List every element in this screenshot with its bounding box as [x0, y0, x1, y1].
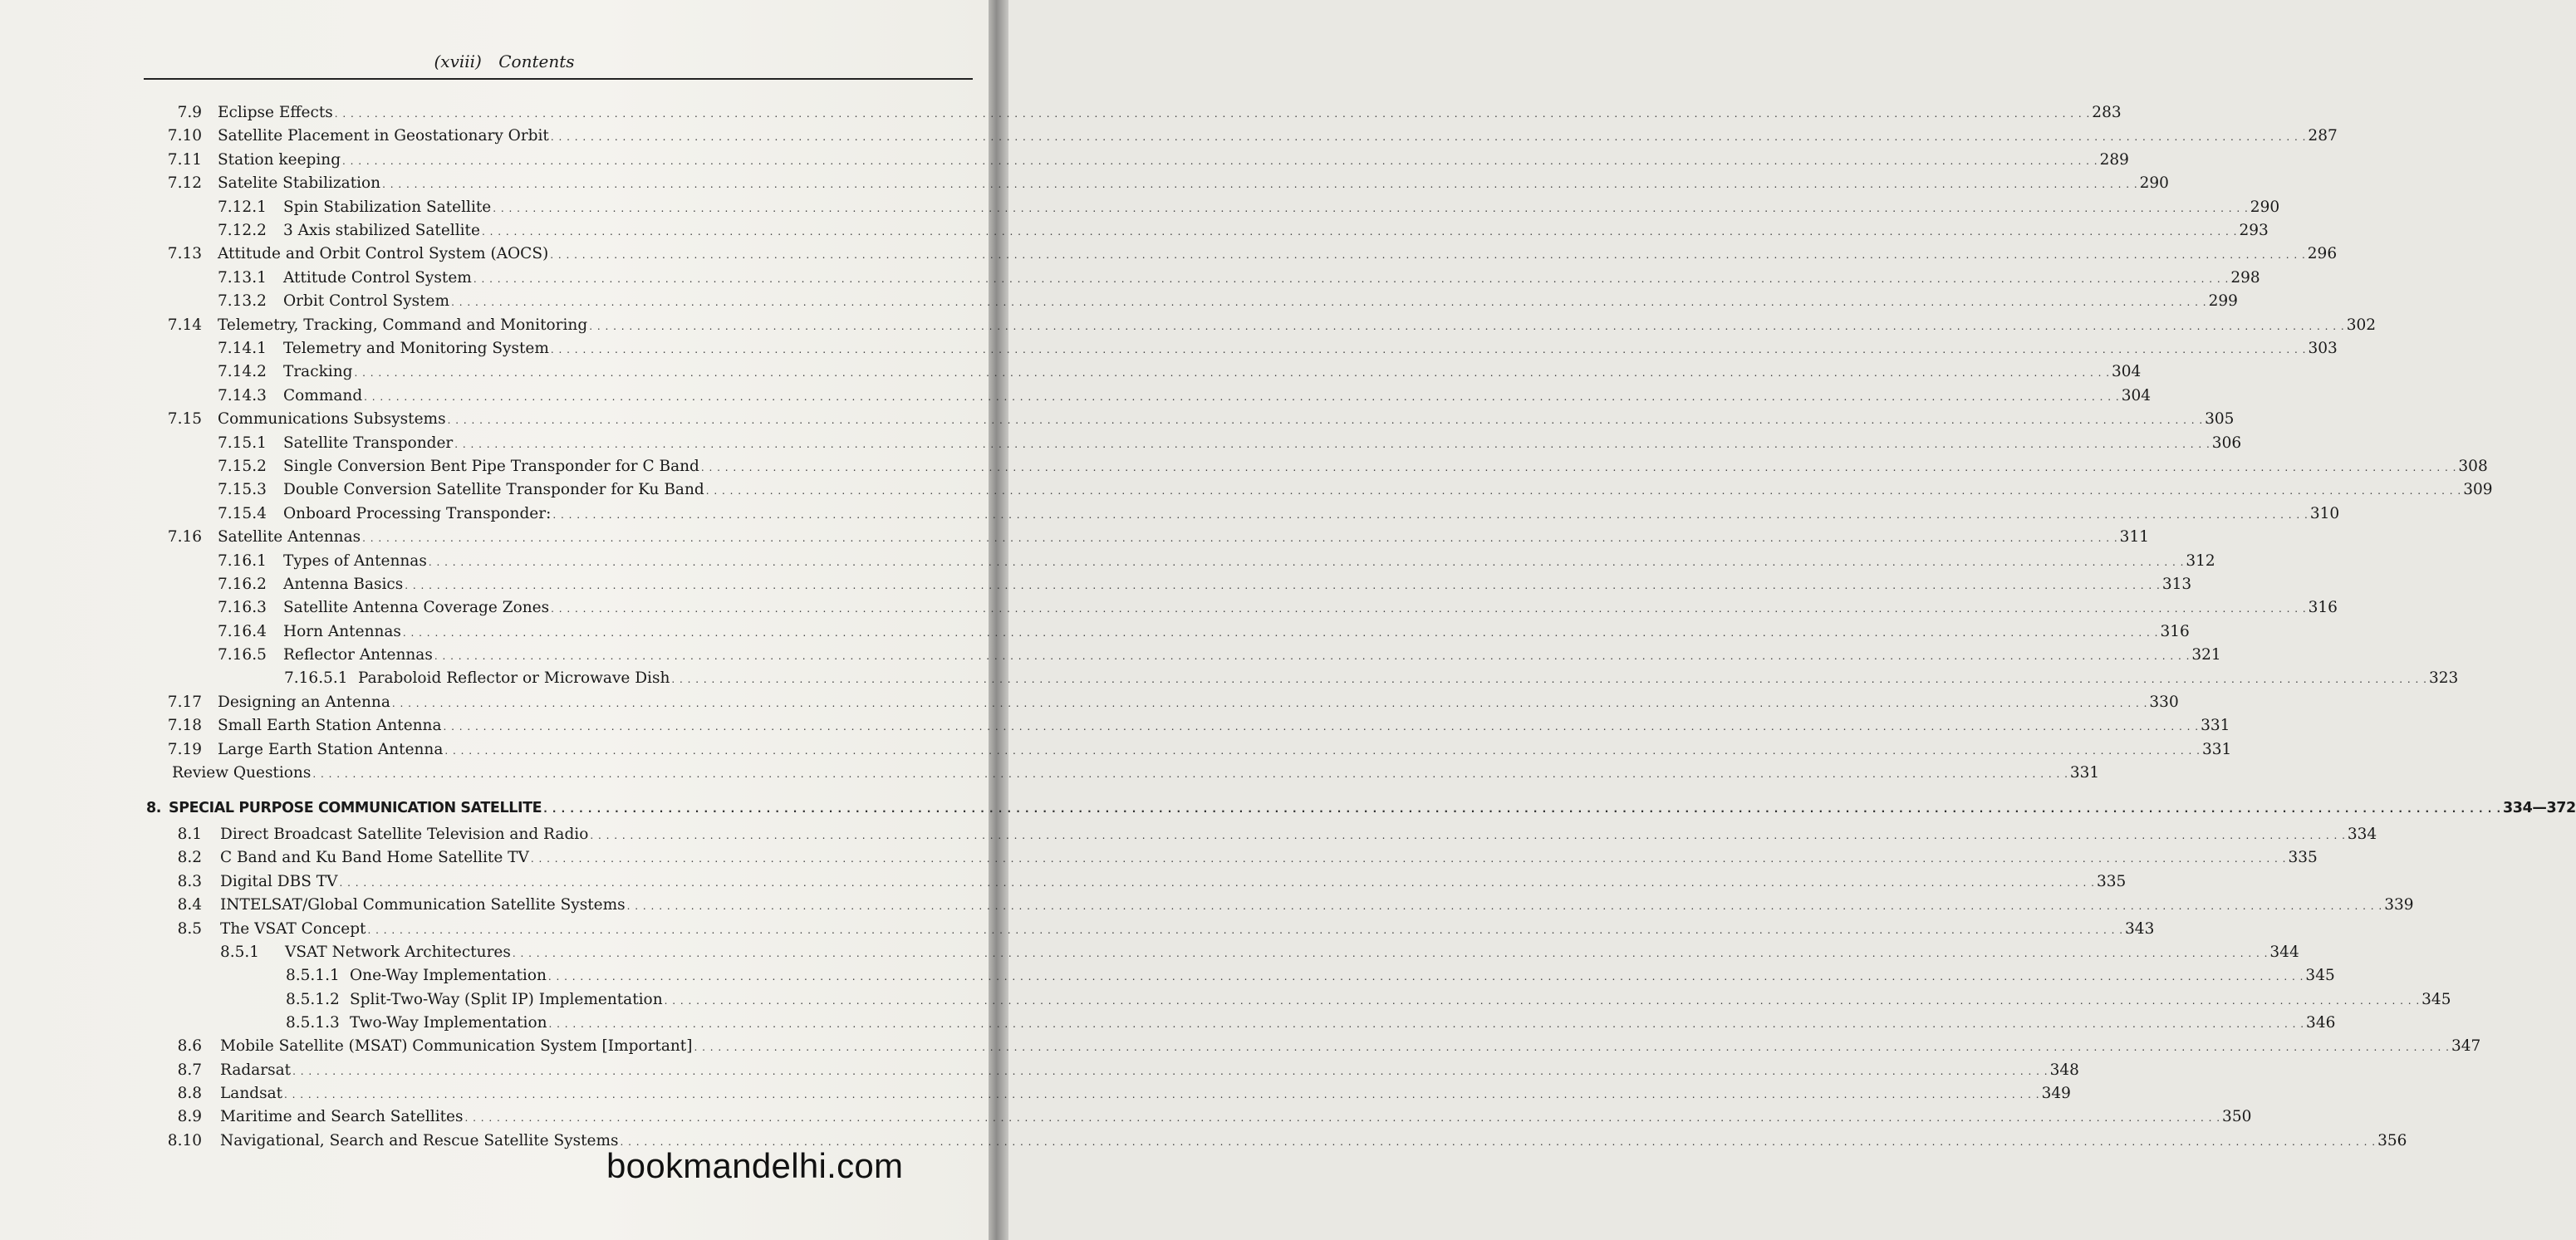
toc-entry — [0, 550, 2215, 573]
leader-dots: . . . . . . . . . . . . . . . . . . . . . . . . . . . . . . . . . . . . . . . . . . . . . . . . . . . . . . . . . . . . . . . . . . . . . . . . . . . . . . . . . . . . . . . . . . . . . . . . . . . . . . . . . . . . . . . . . . . . . . . . . . . . . . . . . . . . . . . . . . . . . . . . . . . . . . . . . . . . . . . . . . . . . . . . . . . . . . . . . . . . . . . . . . . . . . . . . . . . . . . . . . . . . . . . . . . . . . . . . . . . — [464, 1112, 2221, 1124]
toc-entry-page: 309 — [2463, 481, 2493, 498]
toc-entry-number: 7.18 — [167, 717, 202, 734]
toc-entry — [0, 455, 2488, 478]
leader-dots: . . . . . . . . . . . . . . . . . . . . . . . . . . . . . . . . . . . . . . . . . . . . . . . . . . . . . . . . . . . . . . . . . . . . . . . . . . . . . . . . . . . . . . . . . . . . . . . . . . . . . . . . . . . . . . . . . . . . . . . . . . . . . . . . . . . . . . . . . . . . . . . . . . . . . . . . . . . . . . . . . . . . . . . . . . . . . . . . . . . . . . . . . . . . . . . . . . . . . . . . . . . . . . . . . . . . . . . . . . . . — [342, 155, 2098, 167]
toc-entry — [0, 526, 2149, 549]
toc-entry-title: Antenna Basics — [283, 576, 404, 593]
leader-dots: . . . . . . . . . . . . . . . . . . . . . . . . . . . . . . . . . . . . . . . . . . . . . . . . . . . . . . . . . . . . . . . . . . . . . . . . . . . . . . . . . . . . . . . . . . . . . . . . . . . . . . . . . . . . . . . . . . . . . . . . . . . . . . . . . . . . . . . . . . . . . . . . . . . . . . . . . . . . . . . . . . . . . . . . . . . . . . . . . . . . . . . . . . . . . . . . . . . . . . . . . . . . . . . . . . . . . . . . . . . . — [530, 853, 2287, 865]
toc-entry-page: 303 — [2308, 340, 2338, 357]
toc-entry-page: 316 — [2308, 599, 2338, 616]
toc-entry-page: 313 — [2161, 576, 2192, 593]
toc-entry — [0, 964, 2335, 988]
toc-entry-number: 7.14.3 — [218, 387, 267, 404]
leader-dots: . . . . . . . . . . . . . . . . . . . . . . . . . . . . . . . . . . . . . . . . . . . . . . . . . . . . . . . . . . . . . . . . . . . . . . . . . . . . . . . . . . . . . . . . . . . . . . . . . . . . . . . . . . . . . . . . . . . . . . . . . . . . . . . . . . . . . . . . . . . . . . . . . . . . . . . . . . . . . . . . . . . . . . . . . . . . . . . . . . . . . . . . . . . . . . . . . . . . . . . . . . . . . . . . . . . . . . . . . . . . — [589, 321, 2345, 332]
leader-dots: . . . . . . . . . . . . . . . . . . . . . . . . . . . . . . . . . . . . . . . . . . . . . . . . . . . . . . . . . . . . . . . . . . . . . . . . . . . . . . . . . . . . . . . . . . . . . . . . . . . . . . . . . . . . . . . . . . . . . . . . . . . . . . . . . . . . . . . . . . . . . . . . . . . . . . . . . . . . . . . . . . . . . . . . . . . . . . . . . . . . . . . . . . . . . . . . . . . . . . . . . . . . . . . . . . . . . . . . . . . . — [694, 1042, 2450, 1053]
toc-entry-title: Review Questions — [172, 764, 312, 782]
toc-entry-page: 346 — [2306, 1014, 2336, 1032]
leader-dots: . . . . . . . . . . . . . . . . . . . . . . . . . . . . . . . . . . . . . . . . . . . . . . . . . . . . . . . . . . . . . . . . . . . . . . . . . . . . . . . . . . . . . . . . . . . . . . . . . . . . . . . . . . . . . . . . . . . . . . . . . . . . . . . . . . . . . . . . . . . . . . . . . . . . . . . . . . . . . . . . . . . . . . . . . . . . . . . . . . . . . . . . . . . . . . . . . . . . . . . . . . . . . . . . . . . . . . . . . . . . — [292, 1066, 2049, 1077]
toc-entry — [0, 738, 2232, 762]
leader-dots: . . . . . . . . . . . . . . . . . . . . . . . . . . . . . . . . . . . . . . . . . . . . . . . . . . . . . . . . . . . . . . . . . . . . . . . . . . . . . . . . . . . . . . . . . . . . . . . . . . . . . . . . . . . . . . . . . . . . . . . . . . . . . . . . . . . . . . . . . . . . . . . . . . . . . . . . . . . . . . . . . . . . . . . . . . . . . . . . . . . . . . . . . . . . . . . . . . . . . . . . . . . . . . . . . . . . . . . . . . . . — [334, 108, 2091, 120]
toc-entry-number: 8.10 — [167, 1132, 202, 1149]
toc-entry — [0, 691, 2179, 714]
toc-entry-page: 296 — [2307, 245, 2338, 262]
toc-entry-page: 321 — [2191, 646, 2221, 664]
toc-entry-page: 331 — [2069, 764, 2100, 782]
leader-dots: . . . . . . . . . . . . . . . . . . . . . . . . . . . . . . . . . . . . . . . . . . . . . . . . . . . . . . . . . . . . . . . . . . . . . . . . . . . . . . . . . . . . . . . . . . . . . . . . . . . . . . . . . . . . . . . . . . . . . . . . . . . . . . . . . . . . . . . . . . . . . . . . . . . . . . . . . . . . . . . . . . . . . . . . . . . . . . . . . . . . . . . . . . . . . . . . . . . . . . . . . . . . . . . . . . . . . . . . . . . . — [590, 830, 2346, 841]
toc-entry-page: 316 — [2160, 623, 2190, 640]
toc-entry-title: Satelite Stabilization — [218, 174, 381, 192]
toc-entry-number: 7.14.2 — [218, 363, 267, 380]
toc-entry-page: 302 — [2346, 316, 2377, 334]
toc-entry-title: Mobile Satellite (MSAT) Communication System [Important] — [220, 1037, 693, 1055]
toc-entry — [0, 644, 2221, 667]
toc-entry-number: 7.14 — [167, 316, 202, 334]
toc-entry-title: Large Earth Station Antenna — [218, 741, 444, 758]
leader-dots: . . . . . . . . . . . . . . . . . . . . . . . . . . . . . . . . . . . . . . . . . . . . . . . . . . . . . . . . . . . . . . . . . . . . . . . . . . . . . . . . . . . . . . . . . . . . . . . . . . . . . . . . . . . . . . . . . . . . . . . . . . . . . . . . . . . . . . . . . . . . . . . . . . . . . . . . . . . . . . . . . . . . . . . . . . . . . . . . . . . . . . . . . . . . . . . . . . . . . . . . . . . . . . . . . . . . . . . . . . . . — [671, 674, 2427, 685]
toc-entry-number: 7.16.3 — [218, 599, 267, 616]
leader-dots: . . . . . . . . . . . . . . . . . . . . . . . . . . . . . . . . . . . . . . . . . . . . . . . . . . . . . . . . . . . . . . . . . . . . . . . . . . . . . . . . . . . . . . . . . . . . . . . . . . . . . . . . . . . . . . . . . . . . . . . . . . . . . . . . . . . . . . . . . . . . . . . . . . . . . . . . . . . . . . . . . . . . . . . . . . . . . . . . . . . . . . . . . . . . . . . . . . . . . . . . . . . . . . . . . . . . . . . . . . . . — [550, 344, 2307, 355]
toc-entry-title: Paraboloid Reflector or Microwave Dish — [358, 669, 670, 687]
toc-entry-page: 347 — [2451, 1037, 2481, 1055]
toc-entry — [0, 823, 2377, 846]
toc-entry-number: 7.16.5 — [218, 646, 267, 664]
leader-dots: . . . . . . . . . . . . . . . . . . . . . . . . . . . . . . . . . . . . . . . . . . . . . . . . . . . . . . . . . . . . . . . . . . . . . . . . . . . . . . . . . . . . . . . . . . . . . . . . . . . . . . . . . . . . . . . . . . . . . . . . . . . . . . . . . . . . . . . . . . . . . . . . . . . . . . . . . . . . . . . . . . . . . . . . . . . . . . . . . . . . . . . . . . . . . . . . . . . . . . . . . . . . . . . . . . . . . . . . . . . . — [362, 532, 2118, 544]
toc-entry-title: Two-Way Implementation — [350, 1014, 547, 1032]
toc-entry-title: Split-Two-Way (Split IP) Implementation — [350, 991, 663, 1008]
leader-dots: . . . . . . . . . . . . . . . . . . . . . . . . . . . . . . . . . . . . . . . . . . . . . . . . . . . . . . . . . . . . . . . . . . . . . . . . . . . . . . . . . . . . . . . . . . . . . . . . . . . . . . . . . . . . . . . . . . . . . . . . . . . . . . . . . . . . . . . . . . . . . . . . . . . . . . . . . . . . . . . . . . . . . . . . . . . . . . . . . . . . . . . . . . . . . . . . . . . . . . . . . . . . . . . . . . . . . . . . . . . . — [391, 698, 2148, 709]
toc-entry-number: 7.12.2 — [218, 222, 267, 239]
toc-entry-page: 311 — [2119, 528, 2149, 546]
toc-entry-page: 348 — [2049, 1061, 2079, 1079]
toc-entry-page: 304 — [2112, 363, 2142, 380]
toc-entry-title: Satellite Antenna Coverage Zones — [283, 599, 550, 616]
toc-entry-number: 8.7 — [177, 1061, 202, 1079]
toc-entry — [0, 172, 2169, 195]
toc-entry-number: 7.16.1 — [218, 552, 267, 570]
toc-entry — [0, 385, 2152, 408]
toc-entry — [0, 714, 2230, 738]
toc-entry-page: 331 — [2201, 741, 2232, 758]
toc-entry-page: 335 — [2097, 873, 2127, 890]
toc-entry-number: 7.10 — [167, 127, 202, 145]
toc-entry-page: 310 — [2309, 505, 2340, 522]
toc-entry-page: 289 — [2099, 151, 2129, 169]
toc-entry-title: Landsat — [220, 1085, 283, 1102]
toc-entry-title: Communications Subsystems — [218, 410, 446, 428]
toc-entry — [0, 149, 2129, 172]
toc-entry-page: 312 — [2186, 552, 2215, 570]
toc-entry-number: 7.17 — [167, 694, 202, 711]
toc-entry-title: Horn Antennas — [283, 623, 401, 640]
toc-entry-number: 7.13 — [167, 245, 202, 262]
toc-entry-page: 298 — [2230, 269, 2260, 287]
toc-entry-title: Satellite Transponder — [283, 434, 454, 452]
leader-dots: . . . . . . . . . . . . . . . . . . . . . . . . . . . . . . . . . . . . . . . . . . . . . . . . . . . . . . . . . . . . . . . . . . . . . . . . . . . . . . . . . . . . . . . . . . . . . . . . . . . . . . . . . . . . . . . . . . . . . . . . . . . . . . . . . . . . . . . . . . . . . . . . . . . . . . . . . . . . . . . . . . . . . . . . . . . . . . . . . . . . . . . . . . . . . . . . . . . . . . . . . . . . . . . . . . . . . . . . . . . . — [405, 580, 2161, 591]
toc-entry — [0, 667, 2459, 690]
toc-entry — [0, 1082, 2071, 1105]
toc-entry-page: 306 — [2211, 434, 2242, 452]
toc-entry — [0, 1105, 2252, 1129]
leader-dots: . . . . . . . . . . . . . . . . . . . . . . . . . . . . . . . . . . . . . . . . . . . . . . . . . . . . . . . . . . . . . . . . . . . . . . . . . . . . . . . . . . . . . . . . . . . . . . . . . . . . . . . . . . . . . . . . . . . . . . . . . . . . . . . . . . . . . . . . . . . . . . . . . . . . . . . . . . . . . . . . . . . . . . . . . . . . . . . . . . . . . . . . . . . . . . . . . . . . . . . . . . . . . . . . . . . . . . . . . . . . — [284, 1089, 2040, 1100]
toc-entry-number: 7.16.2 — [218, 576, 267, 593]
toc-entry-number: 8.6 — [177, 1037, 202, 1055]
toc-entry-title: Onboard Processing Transponder: — [283, 505, 552, 522]
toc-entry — [0, 894, 2414, 917]
toc-entry-number: 7.11 — [167, 151, 202, 169]
toc-entry-page: 290 — [2250, 198, 2280, 216]
toc-entry — [0, 502, 2340, 526]
toc-entry-title: One-Way Implementation — [350, 967, 547, 984]
leader-dots: . . . . . . . . . . . . . . . . . . . . . . . . . . . . . . . . . . . . . . . . . . . . . . . . . . . . . . . . . . . . . . . . . . . . . . . . . . . . . . . . . . . . . . . . . . . . . . . . . . . . . . . . . . . . . . . . . . . . . . . . . . . . . . . . . . . . . . . . . . . . . . . . . . . . . . . . . . . . . . . . . . . . . . . . . . . . . . . . . . . . . . . . . . . . . . . . . . . . . . . . . . . . . . . . . . . . . . . . . . . . — [473, 273, 2230, 285]
leader-dots: . . . . . . . . . . . . . . . . . . . . . . . . . . . . . . . . . . . . . . . . . . . . . . . . . . . . . . . . . . . . . . . . . . . . . . . . . . . . . . . . . . . . . . . . . . . . . . . . . . . . . . . . . . . . . . . . . . . . . . . . . . . . . . . . . . . . . . . . . . . . . . . . . . . . . . . . . . . . . . . . . . . . . . . . . . . . . . . . . . . . . . . . . . . . . . . . . . . . . . . . . . . . . . . . . . . . . . . . . . . . — [402, 627, 2159, 639]
watermark-text: bookmandelhi.com — [606, 1146, 904, 1185]
toc-entry-number: 8.5.1.1 — [286, 967, 340, 984]
leader-dots: . . . . . . . . . . . . . . . . . . . . . . . . . . . . . . . . . . . . . . . . . . . . . . . . . . . . . . . . . . . . . . . . . . . . . . . . . . . . . . . . . . . . . . . . . . . . . . . . . . . . . . . . . . . . . . . . . . . . . . . . . . . . . . . . . . . . . . . . . . . . . . . . . . . . . . . . . . . . . . . . . . . . . . . . . . . . . . . . . . . . . . . . . . . . . . . . . . . . . . . . . . . . . . . . . . . . . . . . . . . . — [626, 900, 2383, 912]
toc-entry-number: 7.16 — [167, 528, 202, 546]
toc-entry-number: 7.16.5.1 — [284, 669, 348, 687]
toc-entry-title: 3 Axis stabilized Satellite — [283, 222, 480, 239]
toc-entry-title: C Band and Ku Band Home Satellite TV — [220, 849, 529, 866]
toc-entry-number: 7.12.1 — [218, 198, 267, 216]
toc-entry-page: 290 — [2139, 174, 2169, 192]
toc-entry-number: 7.13.1 — [218, 269, 267, 287]
toc-entry — [0, 432, 2242, 455]
toc-entry-page: 334—372 — [2503, 800, 2576, 816]
toc-entry-page: 323 — [2428, 669, 2459, 687]
toc-entry-title: Orbit Control System — [283, 292, 450, 310]
leader-dots: . . . . . . . . . . . . . . . . . . . . . . . . . . . . . . . . . . . . . . . . . . . . . . . . . . . . . . . . . . . . . . . . . . . . . . . . . . . . . . . . . . . . . . . . . . . . . . . . . . . . . . . . . . . . . . . . . . . . . . . . . . . . . . . . . . . . . . . . . . . . . . . . . . . . . . . . . . . . . . . . . . . . . . . . . . . . . . . . . . . . . . . . . . . . . . . . . . . . . . . . . . . . . . . . . . . . . . . . . . . . — [339, 877, 2095, 889]
toc-entry-title: Single Conversion Bent Pipe Transponder for C Band — [283, 458, 699, 475]
toc-entry — [0, 196, 2280, 219]
toc-entry-title: Maritime and Search Satellites — [220, 1108, 464, 1125]
leader-dots: . . . . . . . . . . . . . . . . . . . . . . . . . . . . . . . . . . . . . . . . . . . . . . . . . . . . . . . . . . . . . . . . . . . . . . . . . . . . . . . . . . . . . . . . . . . . . . . . . . . . . . . . . . . . . . . . . . . . . . . . . . . . . . . . . . . . . . . . . . . . . . . . . . . . . . . . . . . . . . . . . . . . . . . . . . . . . . . . . . . . . . . . . . . . . . . . . . . . . . . . . . . . . . . . . . . . . . . . . . . . — [454, 439, 2210, 450]
toc-entry-number: 7.16.4 — [218, 623, 267, 640]
toc-entry-page: 299 — [2208, 292, 2238, 310]
toc-entry-page: 350 — [2222, 1108, 2252, 1125]
toc-entry — [0, 762, 2100, 785]
chapter-heading — [0, 796, 2576, 820]
toc-entry-page: 331 — [2201, 717, 2230, 734]
toc-entry — [0, 988, 2451, 1012]
toc-entry-page: 308 — [2458, 458, 2488, 475]
toc-entry-title: Small Earth Station Antenna — [218, 717, 442, 734]
toc-entry-number: 8.8 — [177, 1085, 202, 1102]
toc-entry-title: Tracking — [283, 363, 353, 380]
toc-entry-page: 305 — [2205, 410, 2235, 428]
leader-dots: . . . . . . . . . . . . . . . . . . . . . . . . . . . . . . . . . . . . . . . . . . . . . . . . . . . . . . . . . . . . . . . . . . . . . . . . . . . . . . . . . . . . . . . . . . . . . . . . . . . . . . . . . . . . . . . . . . . . . . . . . . . . . . . . . . . . . . . . . . . . . . . . . . . . . . . . . . . . . . . . . . . . . . . . . . . . . . . . . . . . . . . . . . . . . . . . . . . . . . . . . . . . . . . . . . . . . . . . . . . . — [548, 1018, 2305, 1030]
toc-entry-title: Designing an Antenna — [218, 694, 390, 711]
leader-dots: . . . . . . . . . . . . . . . . . . . . . . . . . . . . . . . . . . . . . . . . . . . . . . . . . . . . . . . . . . . . . . . . . . . . . . . . . . . . . . . . . . . . . . . . . . . . . . . . . . . . . . . . . . . . . . . . . . . . . . . . . . . . . . . . . . . . . . . . . . . . . . . . . . . . . . . . . . . . . . . . . . . . . . . . . . . . . . . . . . . . . . . . . . . . . . . . . . . . . . . . . . . . . . . . . . . . . . . . . . . . — [550, 249, 2306, 261]
toc-entry — [0, 941, 2299, 964]
leader-dots: . . . . . . . . . . . . . . . . . . . . . . . . . . . . . . . . . . . . . . . . . . . . . . . . . . . . . . . . . . . . . . . . . . . . . . . . . . . . . . . . . . . . . . . . . . . . . . . . . . . . . . . . . . . . . . . . . . . . . . . . . . . . . . . . . . . . . . . . . . . . . . . . . . . . . . . . . . . . . . . . . . . . . . . . . . . . . . . . . . . . . . . . . . . . . . . . . . . . . . . . . . . . . . . . . . . . . . . . . . . . — [664, 995, 2421, 1007]
toc-entry-page: 356 — [2377, 1132, 2407, 1149]
leader-dots: . . . . . . . . . . . . . . . . . . . . . . . . . . . . . . . . . . . . . . . . . . . . . . . . . . . . . . . . . . . . . . . . . . . . . . . . . . . . . . . . . . . . . . . . . . . . . . . . . . . . . . . . . . . . . . . . . . . . . . . . . . . . . . . . . . . . . . . . . . . . . . . . . . . . . . . . . . . . . . . . . . . . . . . . . . . . . . . . . . . . . . . . . . . . . . . . . . . . . . . . . . . . . . . . . . . . . . . . . . . . — [367, 924, 2124, 936]
toc-entry-number: 7.12 — [167, 174, 202, 192]
toc-entry-title: Double Conversion Satellite Transponder for Ku Band — [283, 481, 704, 498]
toc-entry-title: SPECIAL PURPOSE COMMUNICATION SATELLITE — [169, 800, 542, 816]
toc-entry-number: 8.5.1 — [220, 943, 260, 961]
toc-entry — [0, 314, 2377, 337]
toc-entry-title: Satellite Antennas — [218, 528, 361, 546]
leader-dots: . . . . . . . . . . . . . . . . . . . . . . . . . . . . . . . . . . . . . . . . . . . . . . . . . . . . . . . . . . . . . . . . . . . . . . . . . . . . . . . . . . . . . . . . . . . . . . . . . . . . . . . . . . . . . . . . . . . . . . . . . . . . . . . . . . . . . . . . . . . . . . . . . . . . . . . . . . . . . . . . . . . . . . . . . . . . . . . . . . . . . . . . . . . . . . . . . . . . . . . . . . . . . . . . . . . . . . . . . . . . — [620, 1136, 2377, 1148]
toc-entry-page: 330 — [2149, 694, 2179, 711]
leader-dots: . . . . . . . . . . . . . . . . . . . . . . . . . . . . . . . . . . . . . . . . . . . . . . . . . . . . . . . . . . . . . . . . . . . . . . . . . . . . . . . . . . . . . . . . . . . . . . . . . . . . . . . . . . . . . . . . . . . . . . . . . . . . . . . . . . . . . . . . . . . . . . . . . . . . . . . . . . . . . . . . . . . . . . . . . . . . . . . . . . . . . . . . . . . . . . . . . . . . . . . . . . . . . . . . . . . . . . . . . . . . — [444, 745, 2201, 757]
toc-entry-number: 8.9 — [177, 1108, 202, 1125]
toc-entry-number: 7.15.4 — [218, 505, 267, 522]
toc-entry-number: 7.14.1 — [218, 340, 267, 357]
toc-entry-title: The VSAT Concept — [220, 920, 366, 938]
toc-entry-number: 8.3 — [177, 873, 202, 890]
leader-dots: . . . . . . . . . . . . . . . . . . . . . . . . . . . . . . . . . . . . . . . . . . . . . . . . . . . . . . . . . . . . . . . . . . . . . . . . . . . . . . . . . . . . . . . . . . . . . . . . . . . . . . . . . . . . . . . . . . . . . . . . . . . . . . . . . . . . . . . . . . . . . . . . . . . . . . . . . . . . . . . . . . . . . . . . . . . . . . . . . . . . . . . . . . . . . . . . . . . . . . . . . . . . . . . . . . . . . . . . . . . . — [705, 485, 2462, 497]
toc-entry — [0, 101, 2122, 125]
toc-entry-number: 8.5.1.3 — [286, 1014, 340, 1032]
toc-entry-number: 8.1 — [177, 826, 202, 843]
toc-entry-number: 7.13.2 — [218, 292, 267, 310]
toc-entry-title: Attitude Control System — [283, 269, 472, 287]
toc-entry — [0, 573, 2192, 596]
leader-dots: . . . . . . . . . . . . . . . . . . . . . . . . . . . . . . . . . . . . . . . . . . . . . . . . . . . . . . . . . . . . . . . . . . . . . . . . . . . . . . . . . . . . . . . . . . . . . . . . . . . . . . . . . . . . . . . . . . . . . . . . . . . . . . . . . . . . . . . . . . . . . . . . . . . . . . . . . . . . . . . . . . . . . . . . . . . . . . . . . . . . . . . . . . . . . . . . . . . . . . . . . . . . . . . . . . . . . . . . . . . . — [434, 650, 2191, 662]
toc-entry — [0, 219, 2269, 243]
leader-dots: . . . . . . . . . . . . . . . . . . . . . . . . . . . . . . . . . . . . . . . . . . . . . . . . . . . . . . . . . . . . . . . . . . . . . . . . . . . . . . . . . . . . . . . . . . . . . . . . . . . . . . . . . . . . . . . . . . . . . . . . . . . . . . . . . . . . . . . . . . . . . . . . . . . . . . . . . . . . . . . . . . . . . . . . . . . . . . . . . . . . . . . . . . . . . . . . . . . . . . . . . . . . . . . . . . . . . . . . . . . . — [543, 803, 2502, 815]
toc-entry — [0, 1035, 2481, 1058]
toc-entry-page: 334 — [2347, 826, 2377, 843]
toc-entry-title: Command — [283, 387, 363, 404]
toc-entry-number: 7.19 — [167, 741, 202, 758]
toc-entry-page: 283 — [2092, 104, 2122, 121]
toc-entry-title: Digital DBS TV — [220, 873, 338, 890]
toc-entry-title: INTELSAT/Global Communication Satellite Systems — [220, 896, 626, 914]
leader-dots: . . . . . . . . . . . . . . . . . . . . . . . . . . . . . . . . . . . . . . . . . . . . . . . . . . . . . . . . . . . . . . . . . . . . . . . . . . . . . . . . . . . . . . . . . . . . . . . . . . . . . . . . . . . . . . . . . . . . . . . . . . . . . . . . . . . . . . . . . . . . . . . . . . . . . . . . . . . . . . . . . . . . . . . . . . . . . . . . . . . . . . . . . . . . . . . . . . . . . . . . . . . . . . . . . . . . . . . . . . . . — [354, 367, 2111, 379]
toc-entry — [0, 620, 2190, 644]
toc-entry-title: Station keeping — [218, 151, 341, 169]
toc-entry-title: Satellite Placement in Geostationary Orbit — [218, 127, 549, 145]
toc-entry-number: 7.15 — [167, 410, 202, 428]
toc-entry-page: 344 — [2269, 943, 2299, 961]
leader-dots: . . . . . . . . . . . . . . . . . . . . . . . . . . . . . . . . . . . . . . . . . . . . . . . . . . . . . . . . . . . . . . . . . . . . . . . . . . . . . . . . . . . . . . . . . . . . . . . . . . . . . . . . . . . . . . . . . . . . . . . . . . . . . . . . . . . . . . . . . . . . . . . . . . . . . . . . . . . . . . . . . . . . . . . . . . . . . . . . . . . . . . . . . . . . . . . . . . . . . . . . . . . . . . . . . . . . . . . . . . . . — [493, 203, 2249, 214]
toc-entry-title: Attitude and Orbit Control System (AOCS) — [218, 245, 549, 262]
leader-dots: . . . . . . . . . . . . . . . . . . . . . . . . . . . . . . . . . . . . . . . . . . . . . . . . . . . . . . . . . . . . . . . . . . . . . . . . . . . . . . . . . . . . . . . . . . . . . . . . . . . . . . . . . . . . . . . . . . . . . . . . . . . . . . . . . . . . . . . . . . . . . . . . . . . . . . . . . . . . . . . . . . . . . . . . . . . . . . . . . . . . . . . . . . . . . . . . . . . . . . . . . . . . . . . . . . . . . . . . . . . . — [447, 414, 2204, 426]
leader-dots: . . . . . . . . . . . . . . . . . . . . . . . . . . . . . . . . . . . . . . . . . . . . . . . . . . . . . . . . . . . . . . . . . . . . . . . . . . . . . . . . . . . . . . . . . . . . . . . . . . . . . . . . . . . . . . . . . . . . . . . . . . . . . . . . . . . . . . . . . . . . . . . . . . . . . . . . . . . . . . . . . . . . . . . . . . . . . . . . . . . . . . . . . . . . . . . . . . . . . . . . . . . . . . . . . . . . . . . . . . . . — [443, 721, 2200, 733]
toc-entry-number: 7.9 — [177, 104, 202, 121]
toc-entry-title: Spin Stabilization Satellite — [283, 198, 492, 216]
toc-entry-number: 7.15.1 — [218, 434, 267, 452]
toc-entry-page: 339 — [2384, 896, 2414, 914]
toc-entry — [0, 408, 2235, 431]
toc-entry — [0, 478, 2493, 502]
toc-entry — [0, 360, 2142, 384]
toc-entry-title: Telemetry, Tracking, Command and Monitoring — [218, 316, 588, 334]
toc-entry-title: Eclipse Effects — [218, 104, 333, 121]
toc-entry-page: 335 — [2288, 849, 2318, 866]
toc-entry-page: 287 — [2308, 127, 2338, 145]
toc-entry-title: VSAT Network Architectures — [285, 943, 511, 961]
leader-dots: . . . . . . . . . . . . . . . . . . . . . . . . . . . . . . . . . . . . . . . . . . . . . . . . . . . . . . . . . . . . . . . . . . . . . . . . . . . . . . . . . . . . . . . . . . . . . . . . . . . . . . . . . . . . . . . . . . . . . . . . . . . . . . . . . . . . . . . . . . . . . . . . . . . . . . . . . . . . . . . . . . . . . . . . . . . . . . . . . . . . . . . . . . . . . . . . . . . . . . . . . . . . . . . . . . . . . . . . . . . . — [481, 226, 2238, 238]
toc-entry-page: 345 — [2305, 967, 2335, 984]
toc-entry-title: Types of Antennas — [283, 552, 427, 570]
leader-dots: . . . . . . . . . . . . . . . . . . . . . . . . . . . . . . . . . . . . . . . . . . . . . . . . . . . . . . . . . . . . . . . . . . . . . . . . . . . . . . . . . . . . . . . . . . . . . . . . . . . . . . . . . . . . . . . . . . . . . . . . . . . . . . . . . . . . . . . . . . . . . . . . . . . . . . . . . . . . . . . . . . . . . . . . . . . . . . . . . . . . . . . . . . . . . . . . . . . . . . . . . . . . . . . . . . . . . . . . . . . . — [547, 971, 2304, 983]
toc-entry-title: Reflector Antennas — [283, 646, 433, 664]
leader-dots: . . . . . . . . . . . . . . . . . . . . . . . . . . . . . . . . . . . . . . . . . . . . . . . . . . . . . . . . . . . . . . . . . . . . . . . . . . . . . . . . . . . . . . . . . . . . . . . . . . . . . . . . . . . . . . . . . . . . . . . . . . . . . . . . . . . . . . . . . . . . . . . . . . . . . . . . . . . . . . . . . . . . . . . . . . . . . . . . . . . . . . . . . . . . . . . . . . . . . . . . . . . . . . . . . . . . . . . . . . . . — [451, 297, 2207, 308]
toc-entry-number: 8.5.1.2 — [286, 991, 340, 1008]
toc-entry-title: Navigational, Search and Rescue Satellite Systems — [220, 1132, 619, 1149]
page-number: (xviii) — [434, 51, 482, 71]
toc-entry-title: Telemetry and Monitoring System — [283, 340, 549, 357]
leader-dots: . . . . . . . . . . . . . . . . . . . . . . . . . . . . . . . . . . . . . . . . . . . . . . . . . . . . . . . . . . . . . . . . . . . . . . . . . . . . . . . . . . . . . . . . . . . . . . . . . . . . . . . . . . . . . . . . . . . . . . . . . . . . . . . . . . . . . . . . . . . . . . . . . . . . . . . . . . . . . . . . . . . . . . . . . . . . . . . . . . . . . . . . . . . . . . . . . . . . . . . . . . . . . . . . . . . . . . . . . . . . — [512, 948, 2269, 959]
toc-entry-number: 8. — [146, 800, 162, 816]
toc-entry-page: 304 — [2121, 387, 2152, 404]
page-header — [0, 51, 1008, 71]
header-rule — [144, 78, 973, 80]
leader-dots: . . . . . . . . . . . . . . . . . . . . . . . . . . . . . . . . . . . . . . . . . . . . . . . . . . . . . . . . . . . . . . . . . . . . . . . . . . . . . . . . . . . . . . . . . . . . . . . . . . . . . . . . . . . . . . . . . . . . . . . . . . . . . . . . . . . . . . . . . . . . . . . . . . . . . . . . . . . . . . . . . . . . . . . . . . . . . . . . . . . . . . . . . . . . . . . . . . . . . . . . . . . . . . . . . . . . . . . . . . . . — [428, 556, 2185, 568]
toc-entry-page: 293 — [2239, 222, 2269, 239]
toc-entry-title: Radarsat — [220, 1061, 292, 1079]
toc-entry — [0, 918, 2155, 941]
page-title: Contents — [498, 51, 575, 71]
toc-entry-number: 8.2 — [177, 849, 202, 866]
toc-entry-title: Direct Broadcast Satellite Television and Radio — [220, 826, 589, 843]
leader-dots: . . . . . . . . . . . . . . . . . . . . . . . . . . . . . . . . . . . . . . . . . . . . . . . . . . . . . . . . . . . . . . . . . . . . . . . . . . . . . . . . . . . . . . . . . . . . . . . . . . . . . . . . . . . . . . . . . . . . . . . . . . . . . . . . . . . . . . . . . . . . . . . . . . . . . . . . . . . . . . . . . . . . . . . . . . . . . . . . . . . . . . . . . . . . . . . . . . . . . . . . . . . . . . . . . . . . . . . . . . . . — [312, 768, 2068, 780]
toc-entry — [0, 267, 2260, 290]
toc-entry — [0, 243, 2338, 266]
toc-entry-page: 345 — [2421, 991, 2451, 1008]
toc-entry — [0, 596, 2338, 620]
leader-dots: . . . . . . . . . . . . . . . . . . . . . . . . . . . . . . . . . . . . . . . . . . . . . . . . . . . . . . . . . . . . . . . . . . . . . . . . . . . . . . . . . . . . . . . . . . . . . . . . . . . . . . . . . . . . . . . . . . . . . . . . . . . . . . . . . . . . . . . . . . . . . . . . . . . . . . . . . . . . . . . . . . . . . . . . . . . . . . . . . . . . . . . . . . . . . . . . . . . . . . . . . . . . . . . . . . . . . . . . . . . . — [550, 131, 2307, 143]
leader-dots: . . . . . . . . . . . . . . . . . . . . . . . . . . . . . . . . . . . . . . . . . . . . . . . . . . . . . . . . . . . . . . . . . . . . . . . . . . . . . . . . . . . . . . . . . . . . . . . . . . . . . . . . . . . . . . . . . . . . . . . . . . . . . . . . . . . . . . . . . . . . . . . . . . . . . . . . . . . . . . . . . . . . . . . . . . . . . . . . . . . . . . . . . . . . . . . . . . . . . . . . . . . . . . . . . . . . . . . . . . . . — [364, 391, 2120, 403]
toc-entry — [0, 337, 2338, 360]
leader-dots: . . . . . . . . . . . . . . . . . . . . . . . . . . . . . . . . . . . . . . . . . . . . . . . . . . . . . . . . . . . . . . . . . . . . . . . . . . . . . . . . . . . . . . . . . . . . . . . . . . . . . . . . . . . . . . . . . . . . . . . . . . . . . . . . . . . . . . . . . . . . . . . . . . . . . . . . . . . . . . . . . . . . . . . . . . . . . . . . . . . . . . . . . . . . . . . . . . . . . . . . . . . . . . . . . . . . . . . . . . . . — [552, 509, 2309, 521]
toc-entry — [0, 1012, 2336, 1035]
leader-dots: . . . . . . . . . . . . . . . . . . . . . . . . . . . . . . . . . . . . . . . . . . . . . . . . . . . . . . . . . . . . . . . . . . . . . . . . . . . . . . . . . . . . . . . . . . . . . . . . . . . . . . . . . . . . . . . . . . . . . . . . . . . . . . . . . . . . . . . . . . . . . . . . . . . . . . . . . . . . . . . . . . . . . . . . . . . . . . . . . . . . . . . . . . . . . . . . . . . . . . . . . . . . . . . . . . . . . . . . . . . . — [551, 603, 2307, 615]
toc-entry — [0, 846, 2318, 870]
toc-entry — [0, 1059, 2079, 1082]
toc-entry-number: 8.5 — [177, 920, 202, 938]
leader-dots: . . . . . . . . . . . . . . . . . . . . . . . . . . . . . . . . . . . . . . . . . . . . . . . . . . . . . . . . . . . . . . . . . . . . . . . . . . . . . . . . . . . . . . . . . . . . . . . . . . . . . . . . . . . . . . . . . . . . . . . . . . . . . . . . . . . . . . . . . . . . . . . . . . . . . . . . . . . . . . . . . . . . . . . . . . . . . . . . . . . . . . . . . . . . . . . . . . . . . . . . . . . . . . . . . . . . . . . . . . . . — [700, 462, 2457, 473]
toc-entry-page: 349 — [2041, 1085, 2071, 1102]
toc-entry-number: 7.15.3 — [218, 481, 267, 498]
toc-entry-number: 7.15.2 — [218, 458, 267, 475]
toc-entry-number: 8.4 — [177, 896, 202, 914]
toc-entry — [0, 870, 2127, 894]
leader-dots: . . . . . . . . . . . . . . . . . . . . . . . . . . . . . . . . . . . . . . . . . . . . . . . . . . . . . . . . . . . . . . . . . . . . . . . . . . . . . . . . . . . . . . . . . . . . . . . . . . . . . . . . . . . . . . . . . . . . . . . . . . . . . . . . . . . . . . . . . . . . . . . . . . . . . . . . . . . . . . . . . . . . . . . . . . . . . . . . . . . . . . . . . . . . . . . . . . . . . . . . . . . . . . . . . . . . . . . . . . . . — [382, 179, 2138, 190]
toc-entry — [0, 125, 2338, 148]
toc-entry — [0, 290, 2238, 313]
toc-entry-page: 343 — [2125, 920, 2155, 938]
